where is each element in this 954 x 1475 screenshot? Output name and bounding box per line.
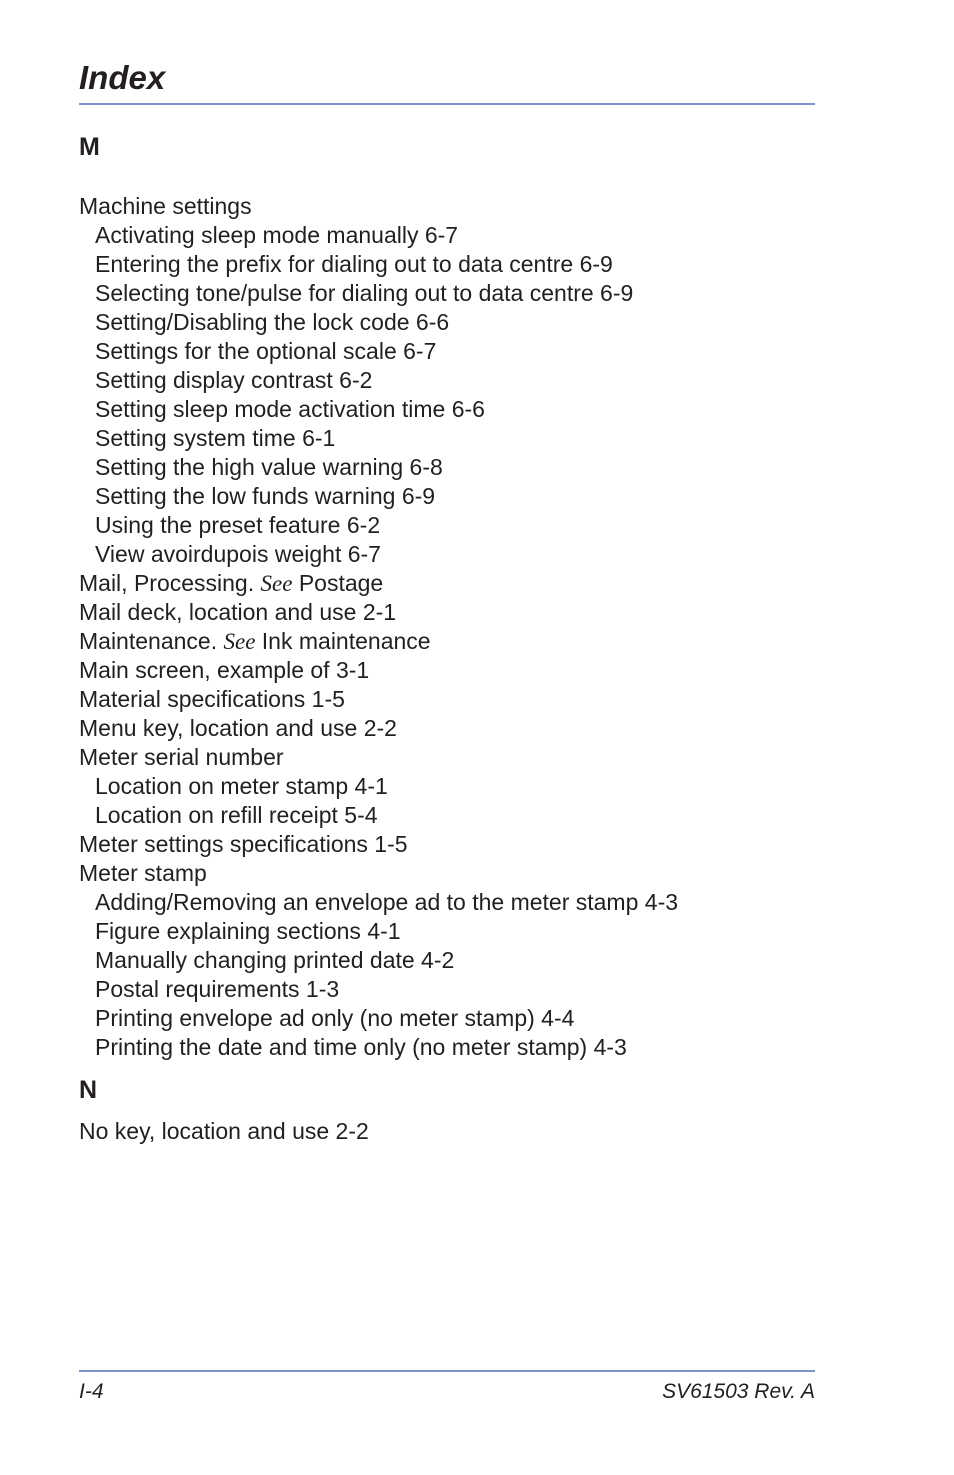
entry-text: Using the preset feature 6-2	[95, 512, 381, 538]
index-subentry	[79, 801, 815, 830]
index-entry	[79, 569, 815, 598]
see-target: Ink maintenance	[255, 628, 431, 654]
index-entry	[79, 685, 815, 714]
index-subentry	[79, 511, 815, 540]
entry-text: Printing the date and time only (no meter stamp) 4-3	[95, 1034, 627, 1060]
entry-text: Material specifications 1-5	[79, 686, 345, 712]
entry-text: Mail deck, location and use 2-1	[79, 599, 397, 625]
entry-text: Menu key, location and use 2-2	[79, 715, 397, 741]
index-subentry	[79, 424, 815, 453]
header-rule	[79, 103, 815, 105]
index-entry	[79, 859, 815, 888]
index-subentry	[79, 888, 815, 917]
index-subentry	[79, 337, 815, 366]
entry-text: No key, location and use 2-2	[79, 1118, 369, 1144]
entry-text: Meter serial number	[79, 744, 284, 770]
entry-text: Postal requirements 1-3	[95, 976, 340, 1002]
page-number: I-4	[79, 1380, 104, 1403]
index-section-m	[79, 128, 815, 1062]
document-id: SV61503 Rev. A	[662, 1380, 815, 1403]
entry-text: Settings for the optional scale 6-7	[95, 338, 437, 364]
index-subentry	[79, 772, 815, 801]
entry-text: Main screen, example of 3-1	[79, 657, 370, 683]
index-entry	[79, 743, 815, 772]
entry-text: Entering the prefix for dialing out to data centre 6-9	[95, 251, 613, 277]
section-letter: N	[79, 1076, 98, 1104]
index-entry	[79, 192, 815, 221]
entry-text: Activating sleep mode manually 6-7	[95, 222, 459, 248]
entry-text: Setting system time 6-1	[95, 425, 336, 451]
entry-list	[79, 1117, 815, 1146]
index-subentry	[79, 366, 815, 395]
entry-text: Manually changing printed date 4-2	[95, 947, 455, 973]
index-entry	[79, 1117, 815, 1146]
index-entry	[79, 830, 815, 859]
entry-text: Mail, Processing.	[79, 570, 261, 596]
index-entry	[79, 598, 815, 627]
entry-list	[79, 192, 815, 1062]
entry-text: Setting display contrast 6-2	[95, 367, 373, 393]
index-subentry	[79, 917, 815, 946]
section-letter: M	[79, 133, 100, 161]
see-reference: See	[260, 571, 293, 596]
index-subentry	[79, 1033, 815, 1062]
entry-text: Meter settings specifications 1-5	[79, 831, 408, 857]
entry-text: Setting the low funds warning 6-9	[95, 483, 436, 509]
entry-text: Figure explaining sections 4-1	[95, 918, 401, 944]
see-reference: See	[223, 629, 256, 654]
index-subentry	[79, 540, 815, 569]
entry-text: Setting sleep mode activation time 6-6	[95, 396, 485, 422]
entry-text: Location on refill receipt 5-4	[95, 802, 378, 828]
index-body	[79, 128, 815, 1146]
page-title: Index	[79, 59, 166, 96]
index-subentry	[79, 308, 815, 337]
index-subentry	[79, 250, 815, 279]
index-subentry	[79, 482, 815, 511]
entry-text: Setting the high value warning 6-8	[95, 454, 443, 480]
index-subentry	[79, 221, 815, 250]
index-subentry	[79, 975, 815, 1004]
see-target: Postage	[292, 570, 384, 596]
entry-text: Adding/Removing an envelope ad to the meter stamp 4-3	[95, 889, 679, 915]
index-subentry	[79, 279, 815, 308]
entry-text: Meter stamp	[79, 860, 207, 886]
entry-text: Printing envelope ad only (no meter stamp) 4-4	[95, 1005, 575, 1031]
index-subentry	[79, 1004, 815, 1033]
index-entry	[79, 627, 815, 656]
entry-text: Maintenance.	[79, 628, 224, 654]
entry-text: Selecting tone/pulse for dialing out to data centre 6-9	[95, 280, 634, 306]
index-subentry	[79, 395, 815, 424]
index-entry	[79, 714, 815, 743]
entry-text: View avoirdupois weight 6-7	[95, 541, 381, 567]
index-subentry	[79, 946, 815, 975]
footer-rule	[79, 1370, 815, 1372]
index-section-n	[79, 1071, 815, 1146]
index-entry	[79, 656, 815, 685]
entry-text: Location on meter stamp 4-1	[95, 773, 388, 799]
entry-text: Setting/Disabling the lock code 6-6	[95, 309, 450, 335]
index-subentry	[79, 453, 815, 482]
entry-text: Machine settings	[79, 193, 252, 219]
